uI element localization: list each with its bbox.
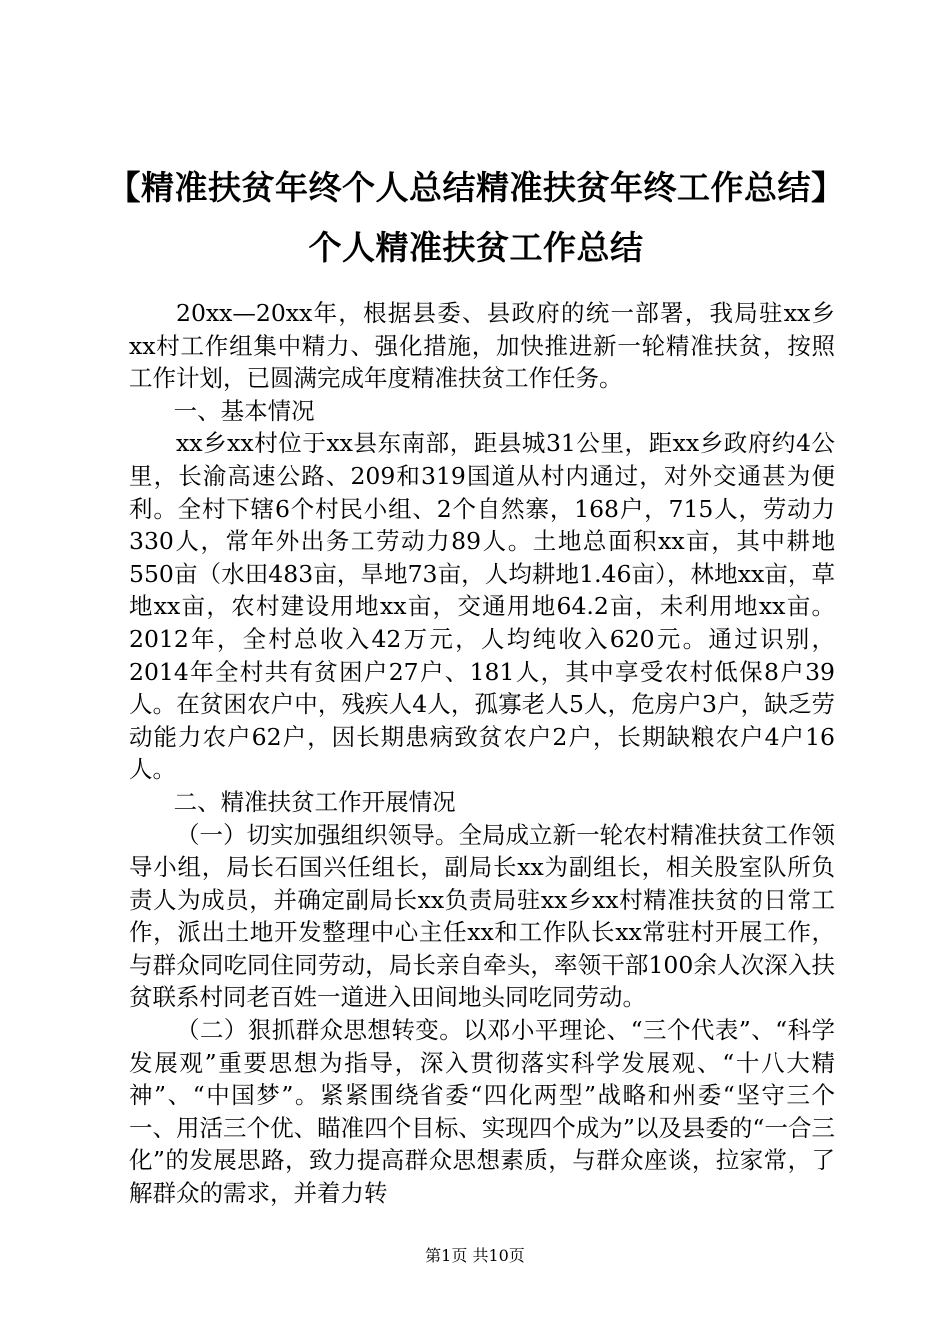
section-heading-basic-situation: 一、基本情况 <box>173 396 315 425</box>
document-body <box>129 297 835 1210</box>
section-heading-work-progress: 二、精准扶贫工作开展情况 <box>173 787 456 816</box>
document-title: 【精准扶贫年终个人总结精准扶贫年终工作总结】个人精准扶贫工作总结 <box>107 168 845 267</box>
ideology-change-paragraph: （二）狠抓群众思想转变。以邓小平理论、“三个代表”、“科学发展观”重要思想为指导，深入贯彻落实科学发展观、“十八大精神”、“中国梦”。紧紧围绕省委“四化两型”战略和州委“坚守三个一、用活三个优、瞄准四个目标、实现四个成为”以及县委的“一合三化”的发展思路，致力提高群众思想素质，与群众座谈，拉家常，了解群众的需求，并着力转 <box>129 1016 835 1208</box>
basic-situation-paragraph: xx乡xx村位于xx县东南部，距县城31公里，距xx乡政府约4公里，长渝高速公路、209和319国道从村内通过，对外交通甚为便利。全村下辖6个村民小组、2个自然寨，168户，715人，劳动力330人，常年外出务工劳动力89人。土地总面积xx亩，其中耕地550亩（水田483亩，旱地73亩，人均耕地1.46亩），林地xx亩，草地xx亩，农村建设用地xx亩，交通用地64.2亩，未利用地xx亩。2012年，全村总收入42万元，人均纯收入620元。通过识别，2014年全村共有贫困户27户、181人，其中享受农村低保8户39人。在贫困农户中，残疾人4人，孤寡老人5人，危房户3户，缺乏劳动能力农户62户，因长期患病致贫农户2户，长期缺粮农户4户16人。 <box>129 429 835 784</box>
intro-paragraph: 20xx—20xx年，根据县委、县政府的统一部署，我局驻xx乡xx村工作组集中精力、强化措施，加快推进新一轮精准扶贫，按照工作计划，已圆满完成年度精准扶贫工作任务。 <box>129 299 835 393</box>
organization-leadership-paragraph: （一）切实加强组织领导。全局成立新一轮农村精准扶贫工作领导小组，局长石国兴任组长，副局长xx为副组长，相关股室队所负责人为成员，并确定副局长xx负责局驻xx乡xx村精准扶贫的日常工作，派出土地开发整理中心主任xx和工作队长xx常驻村开展工作，与群众同吃同住同劳动，局长亲自牵头，率领干部100余人次深入扶贫联系村同老百姓一道进入田间地头同吃同劳动。 <box>129 820 835 1012</box>
page-number-footer: 第1页 共10页 <box>425 1246 525 1265</box>
